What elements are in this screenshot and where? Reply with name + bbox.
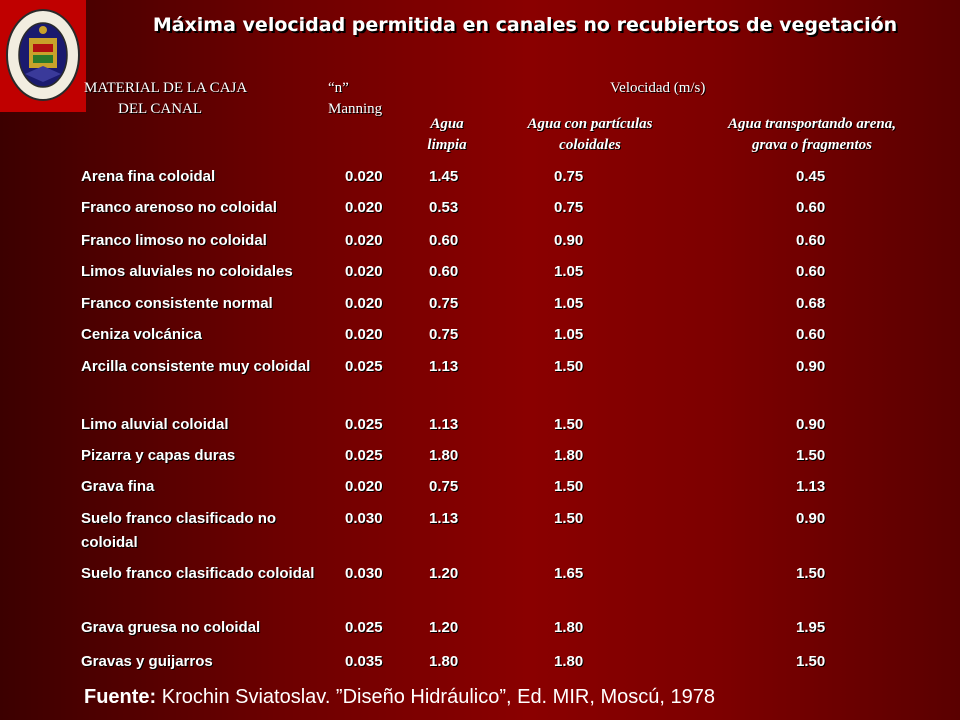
header-agua-particulas — [500, 114, 680, 156]
velocity-clean-cell: 1.13 — [429, 510, 459, 527]
manning-cell: 0.020 — [345, 199, 383, 216]
material-cell: Pizarra y capas duras — [81, 447, 236, 464]
manning-cell: 0.020 — [345, 326, 383, 343]
material-cell: Suelo franco clasificado no coloidal — [81, 510, 277, 551]
velocity-colloidal-cell: 1.05 — [554, 326, 584, 343]
velocity-sediment-cell: 1.50 — [796, 447, 826, 464]
velocity-sediment-cell: 0.45 — [796, 168, 826, 185]
manning-cell: 0.030 — [345, 565, 383, 582]
velocity-colloidal-cell: 1.05 — [554, 295, 584, 312]
velocity-clean-cell: 1.80 — [429, 447, 459, 464]
velocity-clean-cell: 0.75 — [429, 295, 459, 312]
logo-box — [0, 0, 86, 112]
header-agua-arena-line2: grava o fragmentos — [752, 137, 872, 153]
velocity-sediment-cell: 0.60 — [796, 326, 826, 343]
manning-cell: 0.025 — [345, 358, 383, 375]
velocity-sediment-cell: 1.50 — [796, 565, 826, 582]
page-title: Máxima velocidad permitida en canales no recubiertos de vegetación — [152, 14, 898, 36]
header-material-line1: MATERIAL DE LA CAJA — [84, 80, 248, 96]
manning-cell: 0.025 — [345, 619, 383, 636]
material-cell: Arcilla consistente muy coloidal — [81, 358, 311, 375]
velocity-colloidal-cell: 0.90 — [554, 232, 584, 249]
header-manning-line2: Manning — [328, 101, 383, 117]
velocity-colloidal-cell: 1.50 — [554, 358, 584, 375]
material-cell: Gravas y guijarros — [81, 653, 213, 670]
manning-cell: 0.020 — [345, 232, 383, 249]
header-agua-arena-line1: Agua transportando arena, — [728, 116, 896, 132]
manning-cell: 0.035 — [345, 653, 383, 670]
velocity-sediment-cell: 0.90 — [796, 510, 826, 527]
material-cell: Ceniza volcánica — [81, 326, 202, 343]
velocity-sediment-cell: 0.90 — [796, 358, 826, 375]
manning-cell: 0.020 — [345, 168, 383, 185]
header-material-line2: DEL CANAL — [118, 101, 203, 117]
header-agua-limpia — [412, 114, 482, 156]
velocity-sediment-cell: 0.68 — [796, 295, 826, 312]
source-text: Krochin Sviatoslav. ”Diseño Hidráulico”, Ed. MIR, Moscú, 1978 — [156, 686, 715, 708]
material-cell: Limo aluvial coloidal — [81, 416, 229, 433]
velocity-colloidal-cell: 1.80 — [554, 447, 584, 464]
header-velocity: Velocidad (m/s) — [610, 80, 706, 96]
velocity-sediment-cell: 1.95 — [796, 619, 826, 636]
velocity-clean-cell: 1.80 — [429, 653, 459, 670]
velocity-colloidal-cell: 1.50 — [554, 416, 584, 433]
velocity-clean-cell: 1.13 — [429, 358, 459, 375]
velocity-clean-cell: 0.53 — [429, 199, 459, 216]
velocity-colloidal-cell: 0.75 — [554, 199, 584, 216]
velocity-clean-cell: 1.45 — [429, 168, 459, 185]
velocity-colloidal-cell: 0.75 — [554, 168, 584, 185]
manning-cell: 0.020 — [345, 295, 383, 312]
material-cell: Limos aluviales no coloidales — [81, 263, 293, 280]
velocity-colloidal-cell: 1.50 — [554, 478, 584, 495]
velocity-clean-cell: 0.75 — [429, 478, 459, 495]
header-agua-particulas-line1: Agua con partículas — [527, 116, 653, 132]
manning-cell: 0.025 — [345, 447, 383, 464]
velocity-clean-cell: 0.60 — [429, 232, 459, 249]
velocity-sediment-cell: 0.60 — [796, 232, 826, 249]
velocity-sediment-cell: 0.60 — [796, 263, 826, 280]
material-cell: Grava fina — [81, 478, 155, 495]
header-manning — [328, 78, 382, 120]
manning-cell: 0.025 — [345, 416, 383, 433]
source-citation — [84, 686, 715, 709]
velocity-sediment-cell: 0.60 — [796, 199, 826, 216]
header-manning-line1: “n” — [328, 80, 349, 96]
manning-cell: 0.020 — [345, 263, 383, 280]
velocity-colloidal-cell: 1.50 — [554, 510, 584, 527]
material-cell: Franco arenoso no coloidal — [81, 199, 277, 216]
header-agua-particulas-line2: coloidales — [559, 137, 621, 153]
header-agua-limpia-line2: limpia — [427, 137, 467, 153]
velocity-clean-cell: 1.13 — [429, 416, 459, 433]
velocity-clean-cell: 0.60 — [429, 263, 459, 280]
material-cell: Franco consistente normal — [81, 295, 273, 312]
university-seal-icon — [5, 8, 81, 102]
manning-cell: 0.030 — [345, 510, 383, 527]
source-label: Fuente: — [84, 686, 157, 708]
material-cell: Suelo franco clasificado coloidal — [81, 565, 315, 582]
velocity-clean-cell: 1.20 — [429, 619, 459, 636]
manning-cell: 0.020 — [345, 478, 383, 495]
header-agua-arena — [692, 114, 932, 156]
header-material — [84, 78, 247, 120]
header-agua-limpia-line1: Agua — [430, 116, 464, 132]
material-cell: Franco limoso no coloidal — [81, 232, 267, 249]
velocity-clean-cell: 1.20 — [429, 565, 459, 582]
velocity-sediment-cell: 1.50 — [796, 653, 826, 670]
velocity-colloidal-cell: 1.80 — [554, 619, 584, 636]
velocity-sediment-cell: 1.13 — [796, 478, 826, 495]
velocity-colloidal-cell: 1.65 — [554, 565, 584, 582]
velocity-colloidal-cell: 1.05 — [554, 263, 584, 280]
material-cell: Grava gruesa no coloidal — [81, 619, 261, 636]
velocity-clean-cell: 0.75 — [429, 326, 459, 343]
velocity-colloidal-cell: 1.80 — [554, 653, 584, 670]
material-cell: Arena fina coloidal — [81, 168, 216, 185]
velocity-sediment-cell: 0.90 — [796, 416, 826, 433]
